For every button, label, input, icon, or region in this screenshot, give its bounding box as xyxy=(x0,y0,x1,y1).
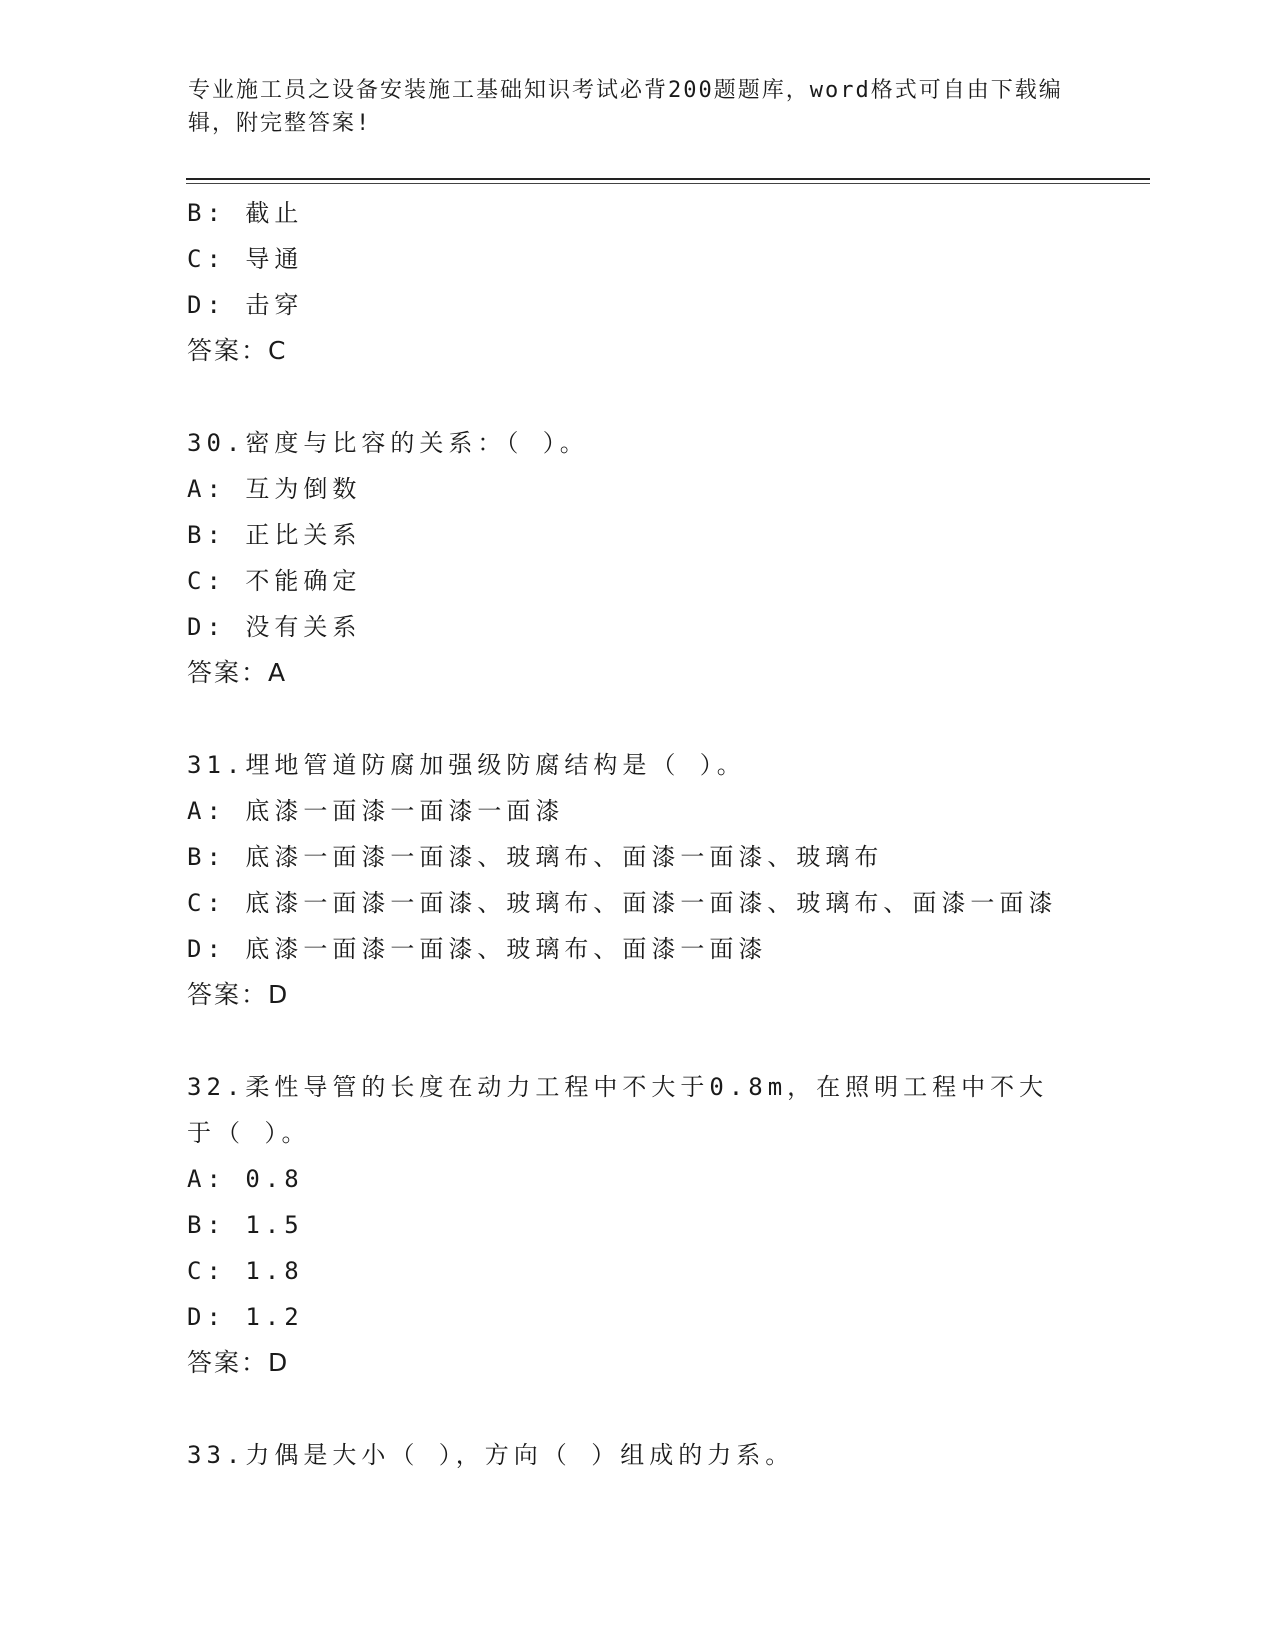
option-d: D: 击穿 xyxy=(187,291,304,319)
option-a: A: 互为倒数 xyxy=(187,475,362,503)
question-30 xyxy=(187,420,1087,696)
answer-line: 答案：D xyxy=(187,980,290,1009)
document-header: 专业施工员之设备安装施工基础知识考试必背200题题库，word格式可自由下载编辑，附完整答案! xyxy=(188,78,1063,136)
option-b: B: 底漆一面漆一面漆、玻璃布、面漆一面漆、玻璃布 xyxy=(187,843,884,871)
question-33 xyxy=(187,1432,1087,1478)
question-32 xyxy=(187,1064,1087,1386)
option-d: D: 没有关系 xyxy=(187,613,362,641)
question-text: 30.密度与比容的关系：（ ）。 xyxy=(187,429,589,457)
option-c: C: 底漆一面漆一面漆、玻璃布、面漆一面漆、玻璃布、面漆一面漆 xyxy=(187,889,1058,917)
header-divider-thick xyxy=(186,178,1150,180)
option-b: B: 1.5 xyxy=(187,1211,304,1239)
question-text: 31.埋地管道防腐加强级防腐结构是（ ）。 xyxy=(187,751,746,779)
option-b: B: 正比关系 xyxy=(187,521,362,549)
option-a: A: 0.8 xyxy=(187,1165,304,1193)
option-c: C: 导通 xyxy=(187,245,304,273)
option-b: B: 截止 xyxy=(187,199,304,227)
option-d: D: 1.2 xyxy=(187,1303,304,1331)
question-text: 32.柔性导管的长度在动力工程中不大于0.8m，在照明工程中不大于（ ）。 xyxy=(187,1073,1049,1147)
question-31 xyxy=(187,742,1087,1018)
question-list xyxy=(187,190,1087,1478)
answer-line: 答案：D xyxy=(187,1348,290,1377)
question-text: 33.力偶是大小（ ），方向（ ）组成的力系。 xyxy=(187,1441,795,1469)
option-d: D: 底漆一面漆一面漆、玻璃布、面漆一面漆 xyxy=(187,935,768,963)
question-29-continued xyxy=(187,190,1087,374)
answer-line: 答案：A xyxy=(187,658,288,687)
header-divider-thin xyxy=(186,183,1150,184)
option-c: C: 不能确定 xyxy=(187,567,362,595)
option-a: A: 底漆一面漆一面漆一面漆 xyxy=(187,797,565,825)
answer-line: 答案：C xyxy=(187,336,288,365)
option-c: C: 1.8 xyxy=(187,1257,304,1285)
